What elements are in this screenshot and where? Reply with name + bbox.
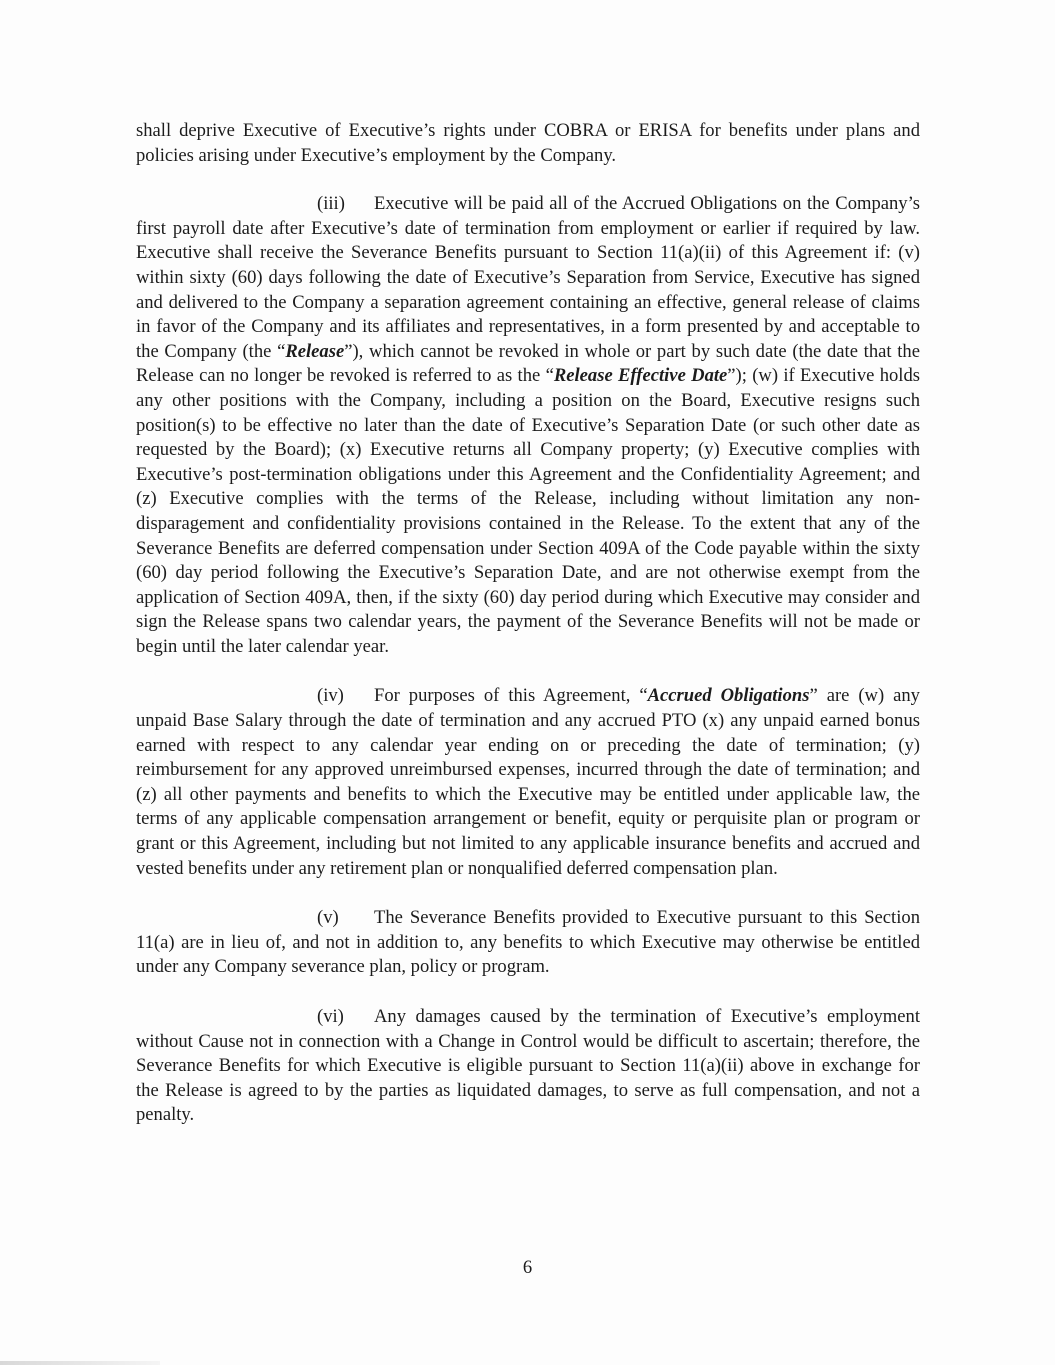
item-number-iii: (iii) (317, 193, 345, 215)
paragraph-iv-text-b: ” are (w) any unpaid Base Salary through the date of termination and any accrued PTO (x) any unpaid earned bonus earned with respect to any calendar year ending on or preceding the date of termination; (y) reimbursement for any approved unreimbursed expenses, incurred through the date of termination; and (z) all other payments and benefits to which the Executive may be entitled under applicable law, the terms of any applicable compensation arrangement or benefit, equity or perquisite plan or program or grant or this Agreement, including but not limited to any applicable insurance benefits and accrued and vested benefits under any retirement plan or nonqualified deferred compensation plan. (136, 685, 920, 879)
paragraph-iii (136, 192, 920, 659)
paragraph-continuation (136, 119, 920, 168)
item-number-iv: (iv) (317, 685, 344, 707)
document-body (136, 119, 920, 1153)
paragraph-iii-text-b: ”), which cannot be revoked in whole or part by such date (the date that the Release can no longer be revoked is referred to as the “ (136, 340, 920, 387)
paragraph-vi (136, 1005, 920, 1128)
paragraph-iii-text-a: Executive will be paid all of the Accrued Obligations on the Company’s first payroll date after Executive’s date of termination from employment or earlier if required by law. Executive shall receive the Severance Benefits pursuant to Section 11(a)(ii) of this Agreement if: (v) within sixty (60) days following the date of Executive’s Separation from Service, Executive has signed and delivered to the Company a separation agreement containing an effective, general release of claims in favor of the Company and its affiliates and representatives, in a form presented by and acceptable to the Company (the “ (136, 193, 920, 362)
item-number-vi: (vi) (317, 1006, 344, 1027)
paragraph-v (136, 906, 920, 980)
defined-term-release-effective-date: Release Effective Date (553, 365, 728, 387)
paragraph-iii-text-c: ”); (w) if Executive holds any other positions with the Company, including a position on the Board, Executive resigns such position(s) to be effective no later than the date of Executive’s Separation Date (or such other date as requested by the Board); (x) Executive returns all Company property; (y) Executive complies with Executive’s post-termination obligations under this Agreement and the Confidentiality Agreement; and (z) Executive complies with the terms of the Release, including without limitation any non-disparagement and confidentiality provisions contained in the Release. To the extent that any of the Severance Benefits are deferred compensation under Section 409A of the Code payable within the sixty (60) day period following the Executive’s Separation Date, and are not otherwise exempt from the application of Section 409A, then, if the sixty (60) day period during which Executive may consider and sign the Release spans two calendar years, the payment of the Severance Benefits will not be made or begin until the later calendar year. (136, 365, 920, 657)
item-number-v: (v) (317, 907, 339, 929)
paragraph-iv-text-a: For purposes of this Agreement, “ (374, 685, 648, 707)
paragraph-vi-text: Any damages caused by the termination of Executive’s employment without Cause not in connection with a Change in Control would be difficult to ascertain; therefore, the Severance Benefits for which Executive is eligible pursuant to Section 11(a)(ii) above in exchange for the Release is agreed to by the parties as liquidated damages, to serve as full compensation, and not a penalty. (136, 1006, 920, 1126)
scan-edge-shadow (0, 1361, 160, 1365)
defined-term-accrued-obligations: Accrued Obligations (647, 685, 810, 707)
defined-term-release: Release (285, 340, 345, 362)
paragraph-iv (136, 684, 920, 881)
page-number: 6 (522, 1257, 533, 1278)
paragraph-continuation-text: shall deprive Executive of Executive’s rights under COBRA or ERISA for benefits under plans and policies arising under Executive’s employment by the Company. (136, 120, 920, 166)
paragraph-v-text: The Severance Benefits provided to Executive pursuant to this Section 11(a) are in lieu of, and not in addition to, any benefits to which Executive may otherwise be entitled under any Company severance plan, policy or program. (136, 907, 920, 978)
